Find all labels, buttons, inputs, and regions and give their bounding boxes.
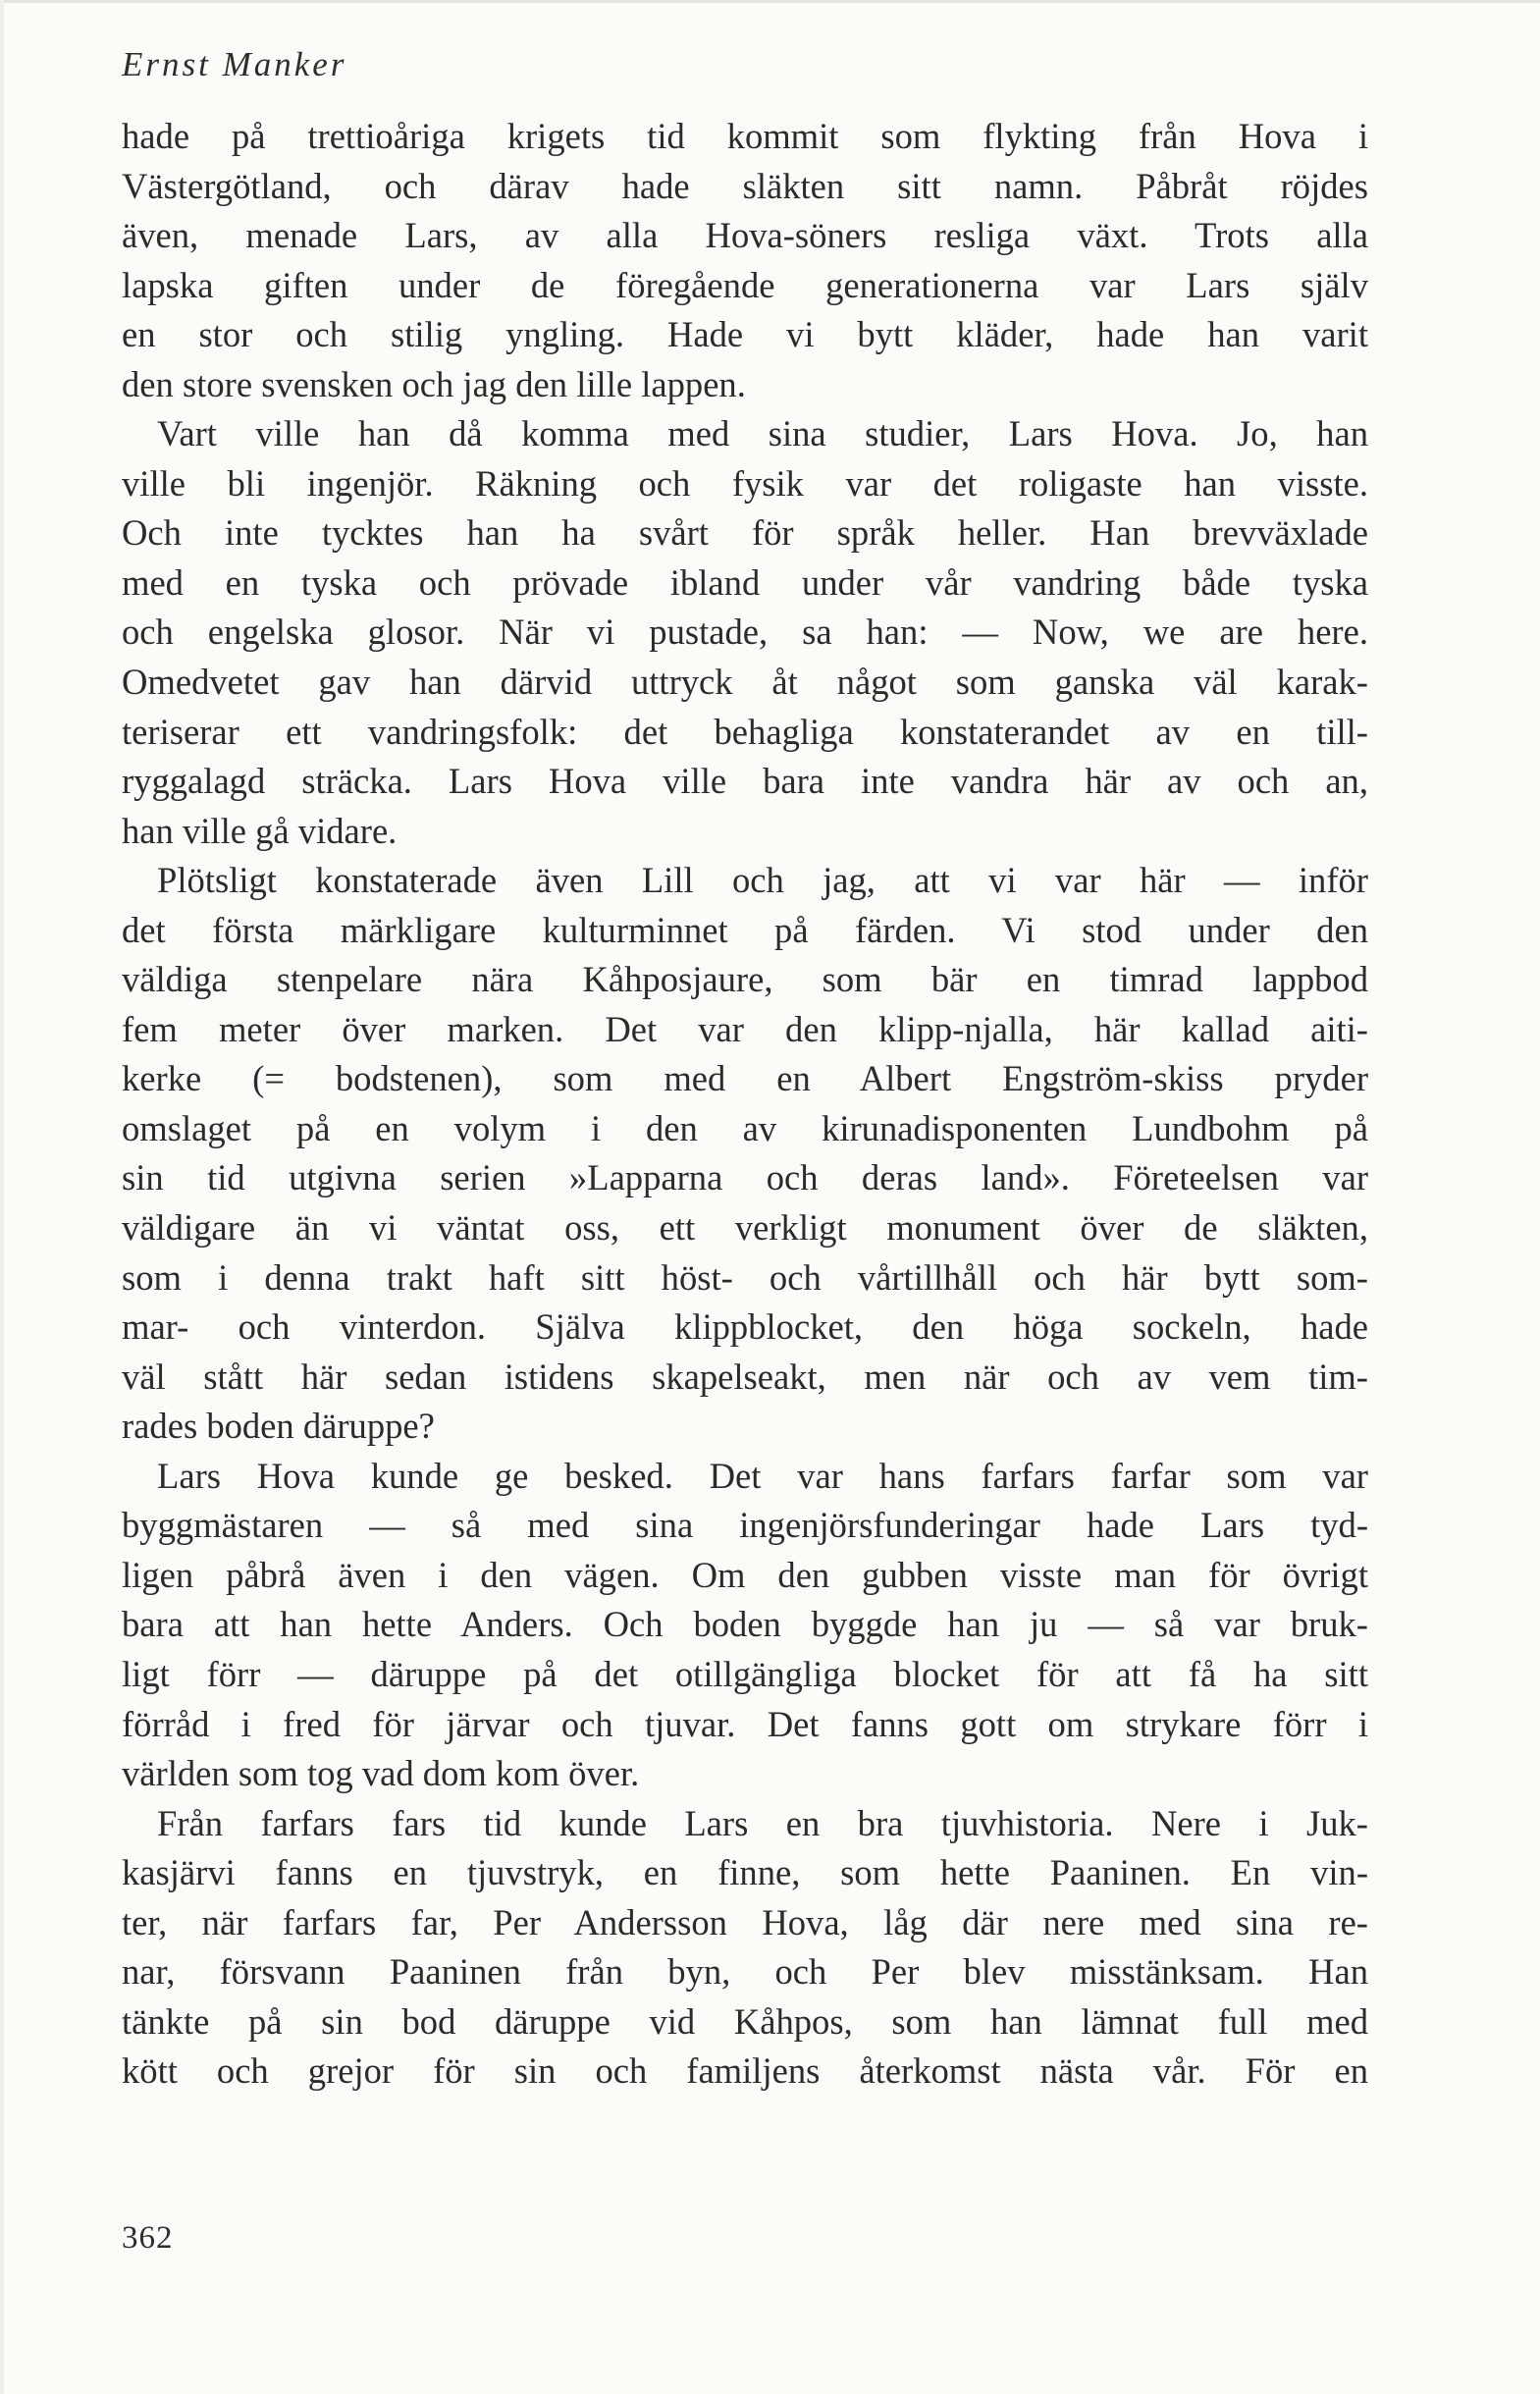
running-head-author: Ernst Manker (122, 45, 347, 83)
text-line: som i denna trakt haft sitt höst- och vårtillhåll och här bytt som- (122, 1256, 1368, 1298)
text-line: och engelska glosor. När vi pustade, sa han: — Now, we are here. (122, 612, 1368, 653)
text-line: Vart ville han då komma med sina studier, Lars Hova. Jo, han (157, 413, 1368, 454)
text-line: rades boden däruppe? (122, 1406, 435, 1447)
text-line: kasjärvi fanns en tjuvstryk, en finne, som hette Paaninen. En vin- (122, 1852, 1368, 1893)
text-line: fem meter över marken. Det var den klipp-njalla, här kallad aiti- (122, 1008, 1368, 1049)
text-line: kött och grejor för sin och familjens återkomst nästa vår. För en (122, 2050, 1368, 2092)
text-line: sin tid utgivna serien »Lapparna och deras land». Företeelsen var (122, 1157, 1368, 1198)
text-line: ter, när farfars far, Per Andersson Hova, låg där nere med sina re- (122, 1901, 1368, 1942)
text-line: lapska giften under de föregående generationerna var Lars själv (122, 264, 1368, 305)
paragraph-4 (122, 1452, 1368, 1799)
text-line: Lars Hova kunde ge besked. Det var hans farfars farfar som var (157, 1455, 1368, 1496)
text-line: ryggalagd sträcka. Lars Hova ville bara inte vandra här av och an, (122, 761, 1368, 802)
text-line: det första märkligare kulturminnet på färden. Vi stod under den (122, 909, 1368, 950)
text-line: tänkte på sin bod däruppe vid Kåhpos, som han lämnat full med (122, 2000, 1368, 2042)
text-line: han ville gå vidare. (122, 810, 398, 851)
text-line: världen som tog vad dom kom över. (122, 1753, 640, 1794)
text-line: Och inte tycktes han ha svårt för språk heller. Han brevväxlade (122, 512, 1368, 554)
text-line: förråd i fred för järvar och tjuvar. Det fanns gott om strykare förr i (122, 1703, 1368, 1744)
text-line: Västergötland, och därav hade släkten sitt namn. Påbråt röjdes (122, 165, 1368, 206)
text-line: bara att han hette Anders. Och boden byggde han ju — så var bruk- (122, 1604, 1368, 1645)
text-line: även, menade Lars, av alla Hova-söners resliga växt. Trots alla (122, 215, 1368, 256)
text-line: väldigare än vi väntat oss, ett verkligt monument över de släkten, (122, 1207, 1368, 1249)
page-top-edge (0, 0, 1540, 3)
text-line: väl stått här sedan istidens skapelseakt, men när och av vem tim- (122, 1356, 1368, 1397)
text-line: hade på trettioåriga krigets tid kommit som flykting från Hova i (122, 116, 1368, 156)
text-line: mar- och vinterdon. Själva klippblocket, den höga sockeln, hade (122, 1306, 1368, 1348)
text-line: ville bli ingenjör. Räkning och fysik var det roligaste han visste. (122, 462, 1368, 504)
text-line: teriserar ett vandringsfolk: det behagliga konstaterandet av en till- (122, 711, 1368, 752)
text-line: en stor och stilig yngling. Hade vi bytt kläder, hade han varit (122, 314, 1368, 355)
text-line: med en tyska och prövade ibland under vår vandring både tyska (122, 561, 1368, 603)
text-line: Plötsligt konstaterade även Lill och jag, att vi var här — inför (157, 860, 1368, 901)
text-line: omslaget på en volym i den av kirunadisponenten Lundbohm på (122, 1107, 1368, 1148)
paragraph-2 (122, 409, 1368, 856)
text-line: den store svensken och jag den lille lappen. (122, 363, 746, 404)
text-line: Omedvetet gav han därvid uttryck åt något som ganska väl karak- (122, 662, 1368, 703)
text-line: byggmästaren — så med sina ingenjörsfunderingar hade Lars tyd- (122, 1505, 1368, 1546)
text-line: ligen påbrå även i den vägen. Om den gubben visste man för övrigt (122, 1554, 1368, 1595)
paragraph-1 (122, 112, 1368, 409)
text-line: väldiga stenpelare nära Kåhposjaure, som bär en timrad lappbod (122, 959, 1368, 1000)
text-line: kerke (= bodstenen), som med en Albert Engström-skiss pryder (122, 1058, 1368, 1099)
page-left-edge (0, 0, 4, 2394)
text-line: Från farfars fars tid kunde Lars en bra tjuvhistoria. Nere i Juk- (157, 1802, 1368, 1843)
paragraph-5 (122, 1799, 1368, 2097)
text-line: nar, försvann Paaninen från byn, och Per blev misstänksam. Han (122, 1951, 1368, 1993)
body-text (122, 112, 1368, 2097)
paragraph-3 (122, 856, 1368, 1452)
page-number: 362 (122, 2220, 174, 2256)
text-line: ligt förr — däruppe på det otillgängliga blocket för att få ha sitt (122, 1653, 1368, 1694)
